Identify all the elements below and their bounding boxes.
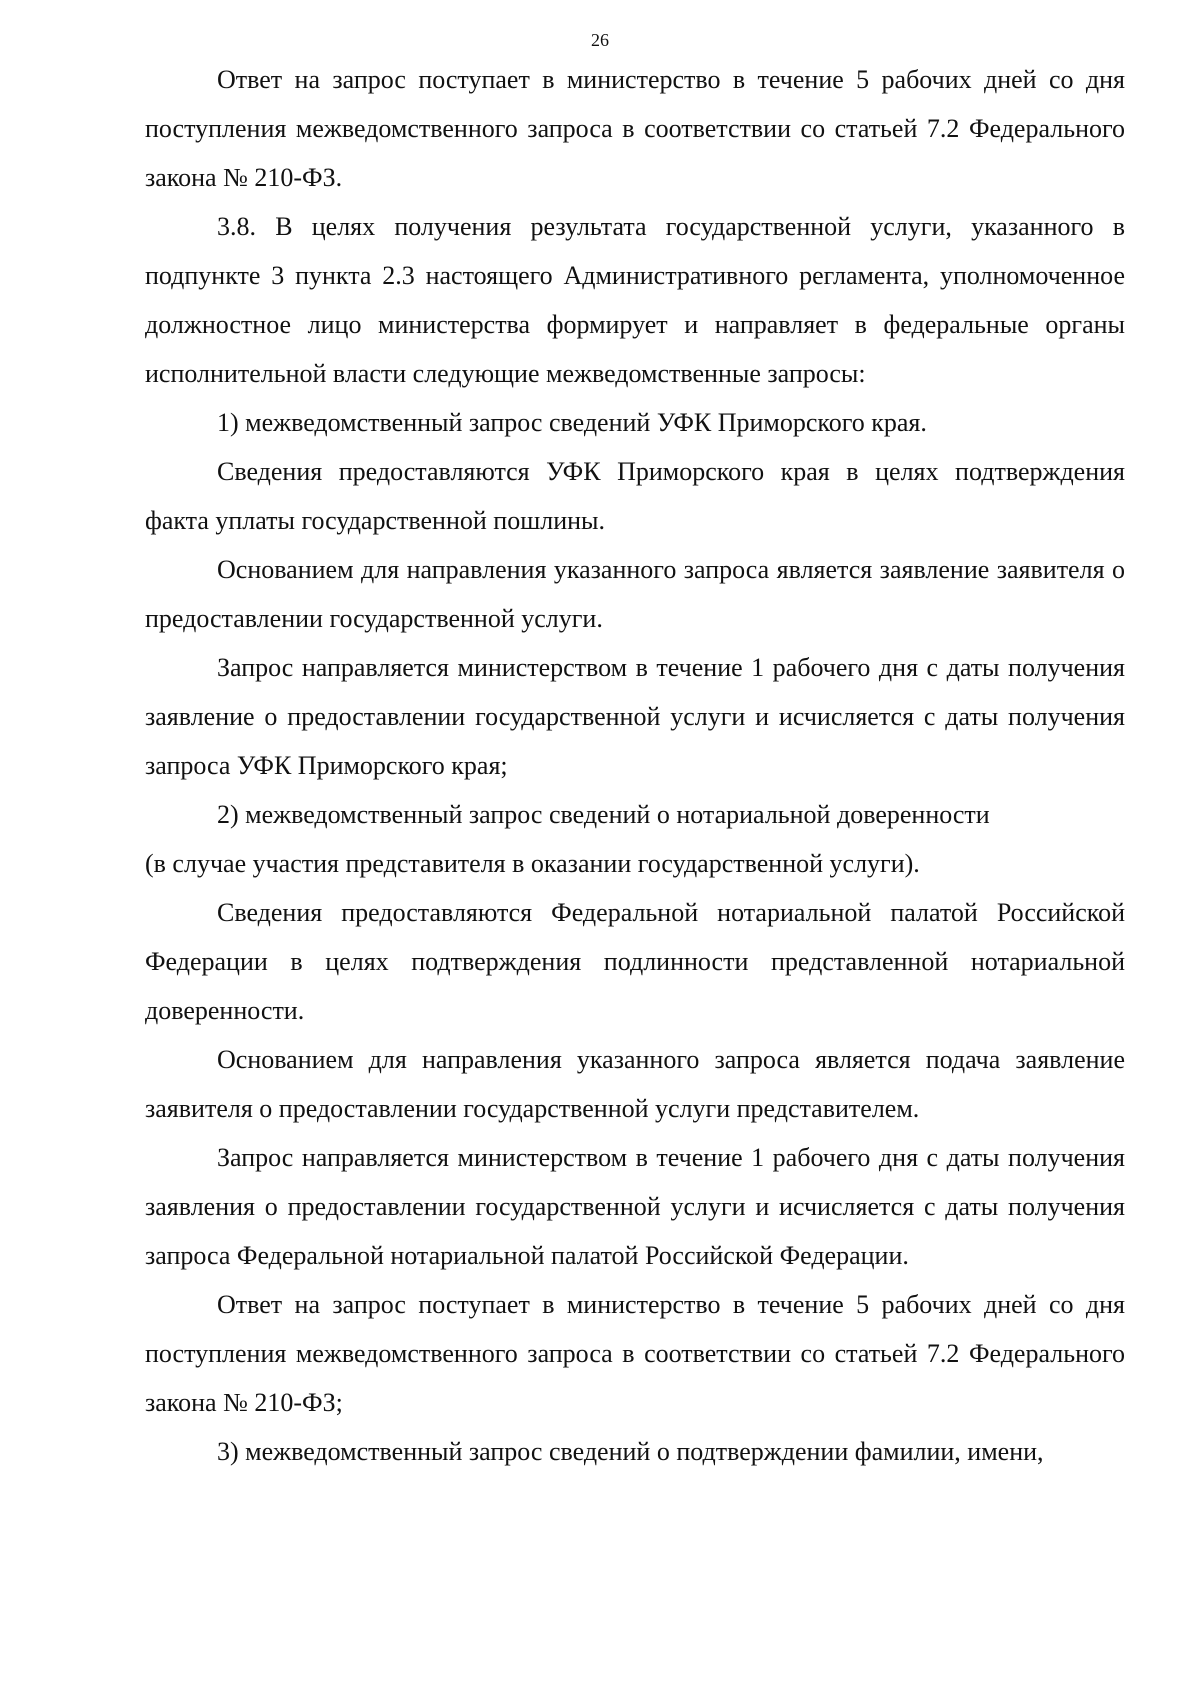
paragraph: 3.8. В целях получения результата государственной услуги, указанного в подпункте 3 пункта 2.3 настоящего Административного регламента, уполномоченное должностное лицо министерства формирует и направляет в федеральные органы исполнительной власти следующие межведомственные запросы: <box>145 212 1125 388</box>
paragraph: Сведения предоставляются Федеральной нотариальной палатой Российской Федерации в целях подтверждения подлинности представленной нотариальной доверенности. <box>145 898 1125 1025</box>
paragraph: Ответ на запрос поступает в министерство в течение 5 рабочих дней со дня поступления межведомственного запроса в соответствии со статьей 7.2 Федерального закона № 210-ФЗ. <box>145 65 1125 192</box>
paragraph: 3) межведомственный запрос сведений о подтверждении фамилии, имени, <box>217 1437 1044 1466</box>
paragraph: Запрос направляется министерством в течение 1 рабочего дня с даты получения заявления о предоставлении государственной услуги и исчисляется с даты получения запроса Федеральной нотариальной палатой Российской Федерации. <box>145 1143 1125 1270</box>
paragraph: Основанием для направления указанного запроса является заявление заявителя о предоставлении государственной услуги. <box>145 555 1125 633</box>
paragraph: Ответ на запрос поступает в министерство в течение 5 рабочих дней со дня поступления межведомственного запроса в соответствии со статьей 7.2 Федерального закона № 210-ФЗ; <box>145 1290 1125 1417</box>
paragraph: Основанием для направления указанного запроса является подача заявление заявителя о предоставлении государственной услуги представителем. <box>145 1045 1125 1123</box>
document-body <box>145 55 1125 1476</box>
page-number: 26 <box>591 30 609 50</box>
paragraph: 1) межведомственный запрос сведений УФК Приморского края. <box>217 408 927 437</box>
paragraph: Сведения предоставляются УФК Приморского края в целях подтверждения факта уплаты государственной пошлины. <box>145 457 1125 535</box>
paragraph: 2) межведомственный запрос сведений о нотариальной доверенности <box>217 800 990 829</box>
paragraph: Запрос направляется министерством в течение 1 рабочего дня с даты получения заявление о предоставлении государственной услуги и исчисляется с даты получения запроса УФК Приморского края; <box>145 653 1125 780</box>
paragraph: (в случае участия представителя в оказании государственной услуги). <box>145 849 920 878</box>
